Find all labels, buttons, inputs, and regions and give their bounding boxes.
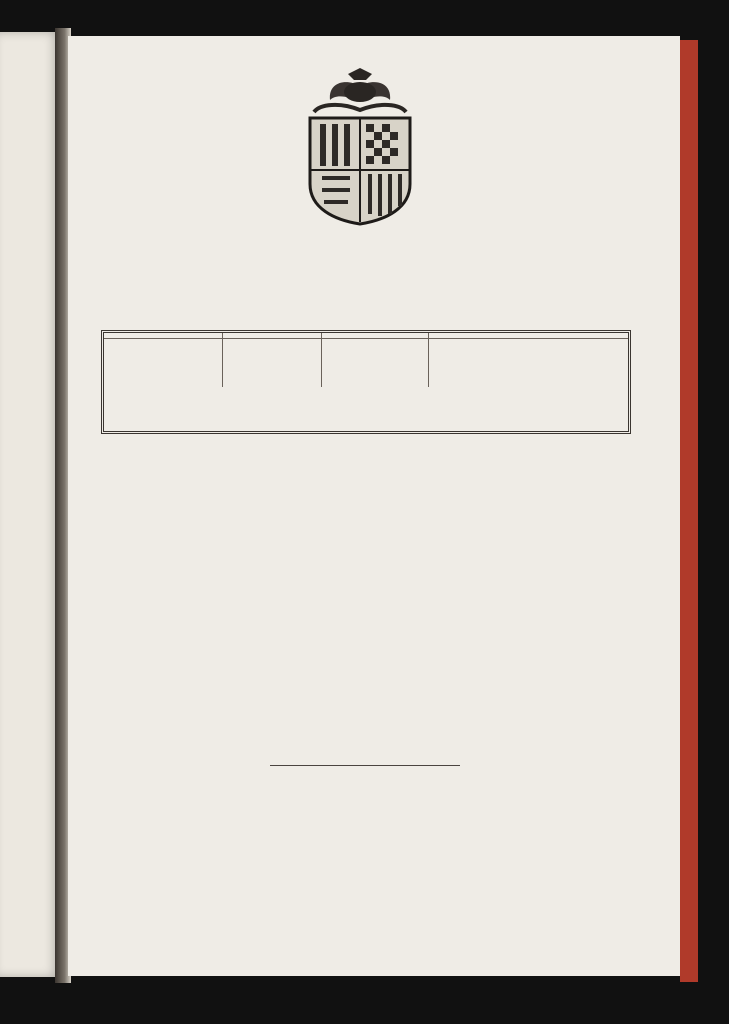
announcement-line <box>120 275 625 292</box>
text-line <box>92 631 626 648</box>
text-line <box>92 531 626 548</box>
divider <box>270 765 460 766</box>
weather-row <box>104 371 628 387</box>
article-body <box>92 498 626 747</box>
text-line <box>92 515 626 532</box>
text-line <box>92 614 626 631</box>
announcement-line <box>120 258 625 275</box>
text-line <box>92 498 626 515</box>
announcement <box>120 258 625 291</box>
text-line <box>92 681 626 698</box>
text-line <box>92 714 626 731</box>
text-line <box>92 647 626 664</box>
text-line <box>92 564 626 581</box>
weather-row <box>104 355 628 371</box>
text-line <box>92 697 626 714</box>
left-page-fragment <box>0 32 60 977</box>
text-line <box>92 664 626 681</box>
weather-row <box>104 339 628 356</box>
weather-table <box>101 330 631 434</box>
text-line <box>92 581 626 598</box>
coat-of-arms-icon <box>300 66 420 228</box>
page-edge <box>680 40 698 982</box>
text-line <box>92 598 626 615</box>
text-line <box>92 548 626 565</box>
text-line <box>92 730 626 747</box>
